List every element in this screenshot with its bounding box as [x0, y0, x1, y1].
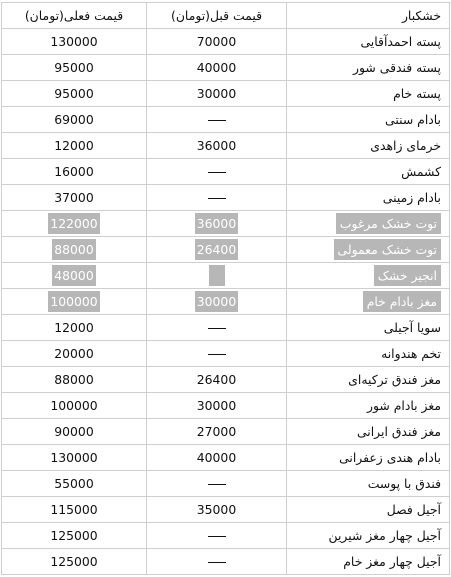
table-row	[2, 289, 450, 315]
product-name-cell	[287, 263, 450, 289]
previous-price-cell	[147, 419, 287, 445]
previous-price-cell-text: 40000	[196, 450, 237, 465]
current-price-cell	[2, 211, 147, 237]
previous-price-cell	[147, 549, 287, 575]
header-row	[2, 3, 450, 29]
product-name-cell-text: آجیل چهار مغز خام	[343, 554, 441, 569]
current-price-cell-text: 115000	[50, 502, 98, 517]
table-row	[2, 237, 450, 263]
table-row	[2, 419, 450, 445]
current-price-cell	[2, 55, 147, 81]
current-price-cell	[2, 497, 147, 523]
current-price-cell	[2, 523, 147, 549]
previous-price-cell-text: 30000	[196, 86, 237, 101]
current-price-cell-text: 95000	[54, 60, 94, 75]
current-price-cell	[2, 159, 147, 185]
table-row	[2, 133, 450, 159]
previous-price-cell	[147, 497, 287, 523]
table-row	[2, 81, 450, 107]
product-name-cell	[287, 237, 450, 263]
dash-mark	[208, 484, 226, 485]
current-price-cell-text: 12000	[54, 138, 94, 153]
current-price-cell-text: 122000	[48, 213, 99, 234]
current-price-cell	[2, 367, 147, 393]
product-name-cell-text: پسته خام	[393, 86, 441, 101]
previous-price-cell	[147, 471, 287, 497]
current-price-cell-text: 130000	[50, 450, 98, 465]
table-row	[2, 367, 450, 393]
product-name-cell-text: کشمش	[401, 164, 441, 179]
previous-price-cell	[147, 237, 287, 263]
product-name-cell-text: مغز بادام شور	[367, 398, 441, 413]
table-row	[2, 445, 450, 471]
product-name-cell-text: توت خشک مرغوب	[336, 213, 441, 234]
table-row	[2, 107, 450, 133]
product-name-cell	[287, 29, 450, 55]
product-name-cell-text: انجیر خشک	[374, 265, 441, 286]
product-name-cell	[287, 341, 450, 367]
table-row	[2, 263, 450, 289]
current-price-cell-text: 100000	[48, 291, 99, 312]
current-price-cell	[2, 29, 147, 55]
table-row	[2, 211, 450, 237]
product-name-cell	[287, 81, 450, 107]
current-price-cell-text: 90000	[54, 424, 94, 439]
current-price-cell-text: 55000	[54, 476, 94, 491]
previous-price-cell-text: 40000	[196, 60, 237, 75]
table-row	[2, 549, 450, 575]
table-row	[2, 341, 450, 367]
previous-price-cell-text: 26400	[195, 239, 238, 260]
dash-mark	[208, 536, 226, 537]
dash-mark	[208, 354, 226, 355]
product-name-cell-text: مغز فندق ترکیه‌ای	[348, 372, 441, 387]
product-name-cell	[287, 159, 450, 185]
previous-price-cell-text: 36000	[196, 138, 237, 153]
previous-price-cell-text: 30000	[196, 398, 237, 413]
price-table	[1, 2, 450, 575]
previous-price-cell	[147, 29, 287, 55]
current-price-cell-text: 95000	[54, 86, 94, 101]
table-row	[2, 55, 450, 81]
selection-highlight	[209, 265, 225, 286]
product-name-cell-text: خرمای زاهدی	[370, 138, 441, 153]
product-name-cell-text: مغز فندق ایرانی	[356, 424, 441, 439]
product-name-cell	[287, 471, 450, 497]
current-price-cell	[2, 81, 147, 107]
product-name-cell-text: تخم هندوانه	[381, 346, 441, 361]
current-price-cell	[2, 263, 147, 289]
current-price-cell-text: 69000	[54, 112, 94, 127]
current-price-cell-text: 88000	[54, 372, 94, 387]
table-row	[2, 159, 450, 185]
product-name-cell-text: پسته احمدآقایی	[360, 34, 441, 49]
previous-price-cell	[147, 367, 287, 393]
previous-price-cell-text: 30000	[195, 291, 238, 312]
current-price-cell	[2, 185, 147, 211]
product-name-cell-text: توت خشک معمولی	[334, 239, 441, 260]
current-price-cell-text: 37000	[54, 190, 94, 205]
previous-price-cell	[147, 445, 287, 471]
dash-mark	[208, 562, 226, 563]
previous-price-cell	[147, 263, 287, 289]
previous-price-cell	[147, 107, 287, 133]
previous-price-cell	[147, 211, 287, 237]
dash-mark	[208, 120, 226, 121]
current-price-cell-text: 125000	[50, 554, 98, 569]
table-row	[2, 497, 450, 523]
dash-mark	[208, 198, 226, 199]
previous-price-cell	[147, 393, 287, 419]
table-row	[2, 523, 450, 549]
product-name-cell	[287, 185, 450, 211]
current-price-cell-text: 88000	[52, 239, 95, 260]
current-price-cell	[2, 133, 147, 159]
previous-price-cell-text: 27000	[196, 424, 237, 439]
current-price-cell	[2, 419, 147, 445]
current-price-cell-text: 125000	[50, 528, 98, 543]
product-name-cell	[287, 211, 450, 237]
previous-price-cell	[147, 315, 287, 341]
previous-price-cell	[147, 289, 287, 315]
previous-price-cell-text: 26400	[196, 372, 237, 387]
product-name-cell-text: آجیل چهار مغز شیرین	[328, 528, 441, 543]
previous-price-cell	[147, 55, 287, 81]
previous-price-cell	[147, 81, 287, 107]
product-name-cell	[287, 393, 450, 419]
current-price-cell-text: 130000	[50, 34, 98, 49]
current-price-cell-text: 12000	[54, 320, 94, 335]
product-name-cell-text: بادام هندی زعفرانی	[339, 450, 441, 465]
table-body	[2, 29, 450, 575]
previous-price-cell	[147, 523, 287, 549]
table-row	[2, 29, 450, 55]
current-price-cell-text: 100000	[50, 398, 98, 413]
dash-mark	[208, 172, 226, 173]
current-price-cell	[2, 445, 147, 471]
product-name-cell	[287, 107, 450, 133]
product-name-cell-text: سویا آجیلی	[383, 320, 441, 335]
product-name-cell	[287, 367, 450, 393]
product-name-cell	[287, 55, 450, 81]
product-name-cell-text: آجیل فصل	[386, 502, 441, 517]
product-name-cell	[287, 549, 450, 575]
previous-price-cell-text: 36000	[195, 213, 238, 234]
current-price-cell	[2, 237, 147, 263]
product-name-cell-text: بادام سنتی	[385, 112, 441, 127]
current-price-cell	[2, 471, 147, 497]
current-price-cell-text: 16000	[54, 164, 94, 179]
previous-price-cell	[147, 185, 287, 211]
previous-price-cell	[147, 159, 287, 185]
current-price-cell	[2, 341, 147, 367]
header-prev-price: قیمت قبل(تومان)	[147, 3, 287, 29]
product-name-cell-text: پسته فندقی شور	[353, 60, 441, 75]
current-price-cell	[2, 289, 147, 315]
product-name-cell-text: فندق با پوست	[367, 476, 441, 491]
current-price-cell-text: 20000	[54, 346, 94, 361]
product-name-cell	[287, 315, 450, 341]
product-name-cell	[287, 523, 450, 549]
table-row	[2, 315, 450, 341]
product-name-cell	[287, 445, 450, 471]
current-price-cell-text: 48000	[52, 265, 95, 286]
table-row	[2, 393, 450, 419]
current-price-cell	[2, 315, 147, 341]
product-name-cell-text: بادام زمینی	[382, 190, 441, 205]
previous-price-cell-text: 70000	[196, 34, 237, 49]
product-name-cell	[287, 419, 450, 445]
current-price-cell	[2, 107, 147, 133]
product-name-cell	[287, 133, 450, 159]
dash-mark	[208, 328, 226, 329]
product-name-cell	[287, 289, 450, 315]
previous-price-cell	[147, 341, 287, 367]
product-name-cell-text: مغز بادام خام	[363, 291, 441, 312]
table-row	[2, 185, 450, 211]
table-header	[2, 3, 450, 29]
table-row	[2, 471, 450, 497]
previous-price-cell-text: 35000	[196, 502, 237, 517]
current-price-cell	[2, 393, 147, 419]
product-name-cell	[287, 497, 450, 523]
previous-price-cell	[147, 133, 287, 159]
current-price-cell	[2, 549, 147, 575]
header-name: خشکبار	[287, 3, 450, 29]
header-current-price: قیمت فعلی(تومان)	[2, 3, 147, 29]
